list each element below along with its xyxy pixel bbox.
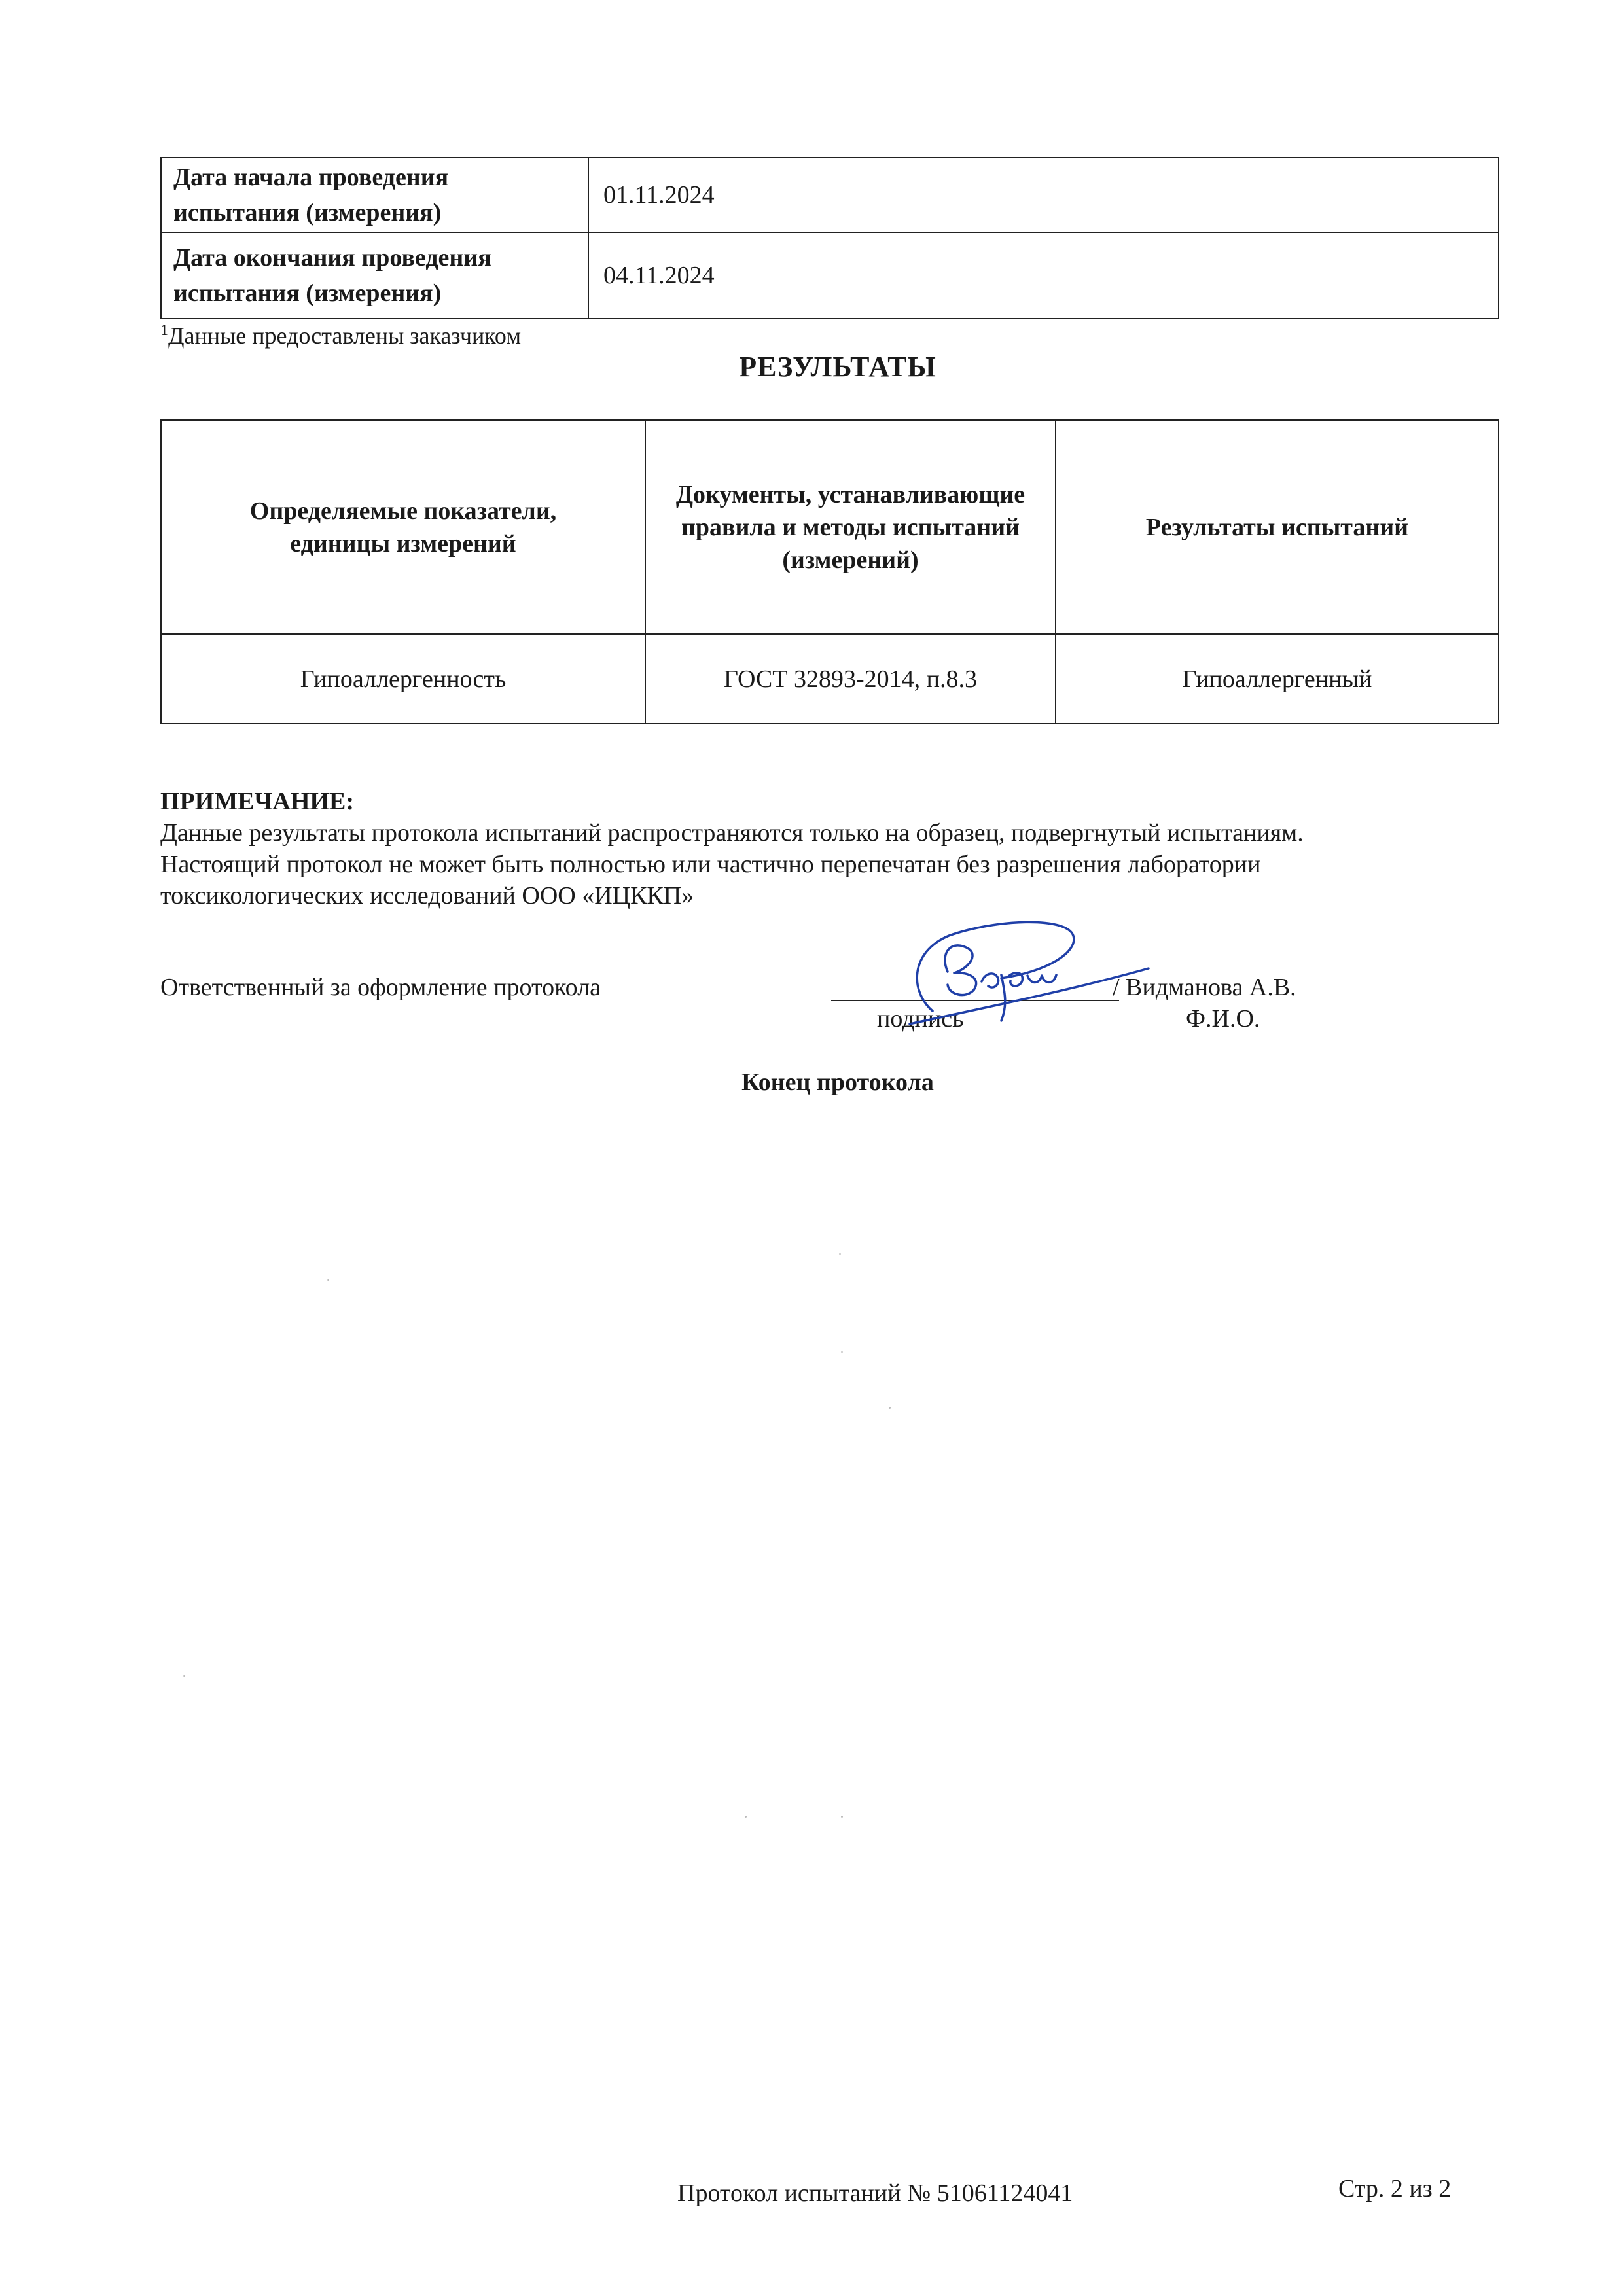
footer-page-number: Стр. 2 из 2 (1338, 2175, 1452, 2202)
note-title: ПРИМЕЧАНИЕ: (160, 788, 354, 815)
table-header-row (161, 420, 1499, 634)
responsible-label: Ответственный за оформление протокола (160, 974, 601, 1001)
scan-speck (183, 1675, 185, 1677)
end-date-label: Дата окончания проведения испытания (измерения) (161, 232, 588, 319)
name-caption: Ф.И.О. (1186, 1005, 1260, 1033)
scan-speck (841, 1351, 843, 1353)
note-line: Настоящий протокол не может быть полностью или частично перепечатан без разрешения лаборатории (160, 851, 1261, 878)
result-cell: Гипоаллергенный (1056, 634, 1499, 724)
scan-speck (889, 1407, 891, 1409)
end-date-value: 04.11.2024 (588, 232, 1499, 319)
footnote-mark: 1 (160, 322, 168, 339)
results-table (160, 419, 1499, 724)
table-row (161, 232, 1499, 319)
scan-speck (839, 1253, 841, 1255)
indicator-cell: Гипоаллергенность (161, 634, 645, 724)
dates-table (160, 157, 1499, 319)
footer-protocol-number: Протокол испытаний № 51061124041 (677, 2180, 1073, 2207)
signature-caption: подпись (877, 1005, 964, 1033)
table-row (161, 634, 1499, 724)
header-result: Результаты испытаний (1056, 420, 1499, 634)
method-cell: ГОСТ 32893-2014, п.8.3 (645, 634, 1056, 724)
footnote (160, 322, 521, 349)
header-indicator (161, 420, 645, 634)
scan-speck (745, 1816, 747, 1818)
header-method (645, 420, 1056, 634)
signatory-name: / Видманова А.В. (1113, 974, 1296, 1001)
scan-speck (327, 1279, 329, 1281)
end-of-protocol-label: Конец протокола (741, 1069, 934, 1096)
scan-speck (841, 1816, 843, 1818)
header-method-text: Документы, устанавливающие правила и методы испытаний (измерений) (675, 480, 1026, 574)
header-indicator-text: Определяемые показатели, единицы измерений (249, 497, 557, 557)
footnote-text: Данные предоставлены заказчиком (168, 323, 522, 349)
start-date-label: Дата начала проведения испытания (измерения) (161, 158, 588, 232)
note-line: Данные результаты протокола испытаний распространяются только на образец, подвергнутый испытаниям. (160, 819, 1304, 847)
start-date-value: 01.11.2024 (588, 158, 1499, 232)
table-row (161, 158, 1499, 232)
note-line: токсикологических исследований ООО «ИЦККП» (160, 882, 694, 910)
handwritten-signature (870, 913, 1152, 1037)
results-title: РЕЗУЛЬТАТЫ (739, 351, 936, 383)
